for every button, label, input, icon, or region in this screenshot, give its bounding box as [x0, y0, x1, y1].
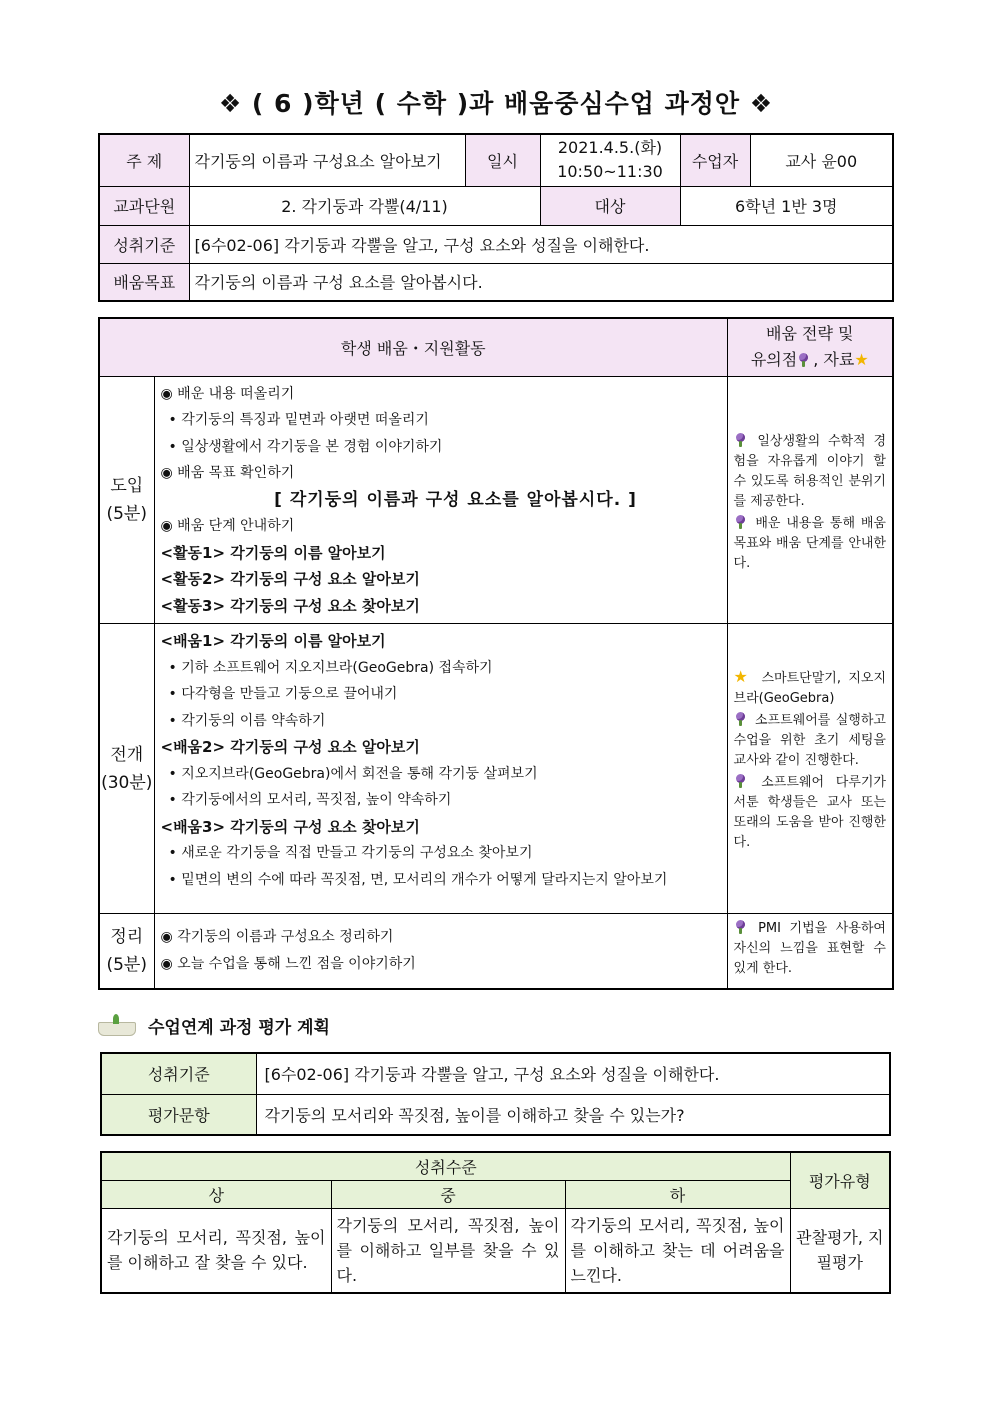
achievement-table: [100, 1151, 891, 1294]
eval-item-value: 각기둥의 모서리와 꼭짓점, 높이를 이해하고 찾을 수 있는가?: [256, 1094, 890, 1135]
star-icon: ★: [854, 350, 869, 370]
wrap-activities: [154, 914, 727, 989]
activity-line: ◉ 각기둥의 이름과 구성요소 정리하기: [160, 929, 394, 945]
level-mid-header: 중: [331, 1180, 565, 1208]
target-label: 대상: [540, 186, 680, 225]
activity-line: • 각기둥의 이름 약속하기: [168, 712, 326, 729]
activity-line: • 각기둥의 특징과 밑면과 아랫면 떠올리기: [168, 412, 429, 428]
target-value: 6학년 1반 3명: [680, 186, 893, 225]
activity-line: <활동2> 각기둥의 구성 요소 알아보기: [160, 570, 420, 588]
lesson-info-table: [98, 133, 894, 302]
level-mid-text: 각기둥의 모서리, 꼭짓점, 높이를 이해하고 일부를 찾을 수 있다.: [331, 1208, 565, 1293]
activity-line: • 지오지브라(GeoGebra)에서 회전을 통해 각기둥 살펴보기: [168, 765, 538, 782]
activity-table: [98, 317, 894, 990]
activity-line: • 기하 소프트웨어 지오지브라(GeoGebra) 접속하기: [168, 659, 493, 676]
eval-item-label: 평가문항: [101, 1094, 256, 1135]
note-item: 일상생활의 수학적 경험을 자유롭게 이야기 할 수 있도록 허용적인 분위기를 제공한다.: [733, 433, 886, 509]
note-item: 소프트웨어 다루기가 서툰 학생들은 교사 또는 또래의 도움을 받아 진행한다.: [733, 775, 886, 850]
flower-icon: [734, 433, 747, 446]
book-icon: [98, 1014, 134, 1036]
activity-line: <배움2> 각기둥의 구성 요소 알아보기: [160, 738, 420, 756]
flower-icon: [734, 774, 747, 787]
activity-line: ◉ 배운 내용 떠올리기: [160, 385, 295, 402]
level-high-header: 상: [101, 1180, 331, 1208]
unit-label: 교과단원: [99, 186, 189, 225]
stage-wrap: 정리 (5분): [99, 914, 154, 989]
activity-line: <활동3> 각기둥의 구성 요소 찾아보기: [160, 596, 420, 615]
activity-line: <배움3> 각기둥의 구성 요소 찾아보기: [160, 817, 420, 836]
activity-line: [ 각기둥의 이름과 구성 요소를 알아봅시다. ]: [274, 489, 637, 510]
standard-label: 성취기준: [99, 225, 189, 263]
stage-intro: 도입 (5분): [99, 376, 154, 624]
activity-line: • 다각형을 만들고 기둥으로 끌어내기: [168, 686, 398, 702]
wrap-notes: [727, 914, 893, 989]
intro-notes: [727, 376, 893, 624]
date-label: 일시: [465, 134, 540, 186]
standard-value: [6수02-06] 각기둥과 각뿔을 알고, 구성 요소와 성질을 이해한다.: [189, 225, 893, 263]
activity-header: 학생 배움・지원활동: [99, 318, 727, 376]
intro-activities: [154, 376, 727, 624]
activity-line: • 각기둥에서의 모서리, 꼭짓점, 높이 약속하기: [168, 792, 452, 808]
achievement-header: 성취수준: [101, 1152, 790, 1180]
activity-line: • 일상생활에서 각기둥을 본 경험 이야기하기: [168, 438, 443, 455]
activity-line: <배움1> 각기둥의 이름 알아보기: [160, 632, 386, 650]
note-item: PMI 기법을 사용하여 자신의 느낌을 표현할 수 있게 한다.: [733, 921, 886, 976]
strategy-header: 배움 전략 및 유의점 , 자료★: [727, 318, 893, 376]
flower-icon: [734, 712, 747, 725]
teacher-value: 교사 윤00: [750, 134, 893, 186]
goal-value: 각기둥의 이름과 구성 요소를 알아봅시다.: [189, 263, 893, 301]
evaluation-table: [100, 1052, 891, 1136]
eval-standard-value: [6수02-06] 각기둥과 각뿔을 알고, 구성 요소와 성질을 이해한다.: [256, 1053, 890, 1094]
note-item: ★ 스마트단말기, 지오지브라(GeoGebra): [733, 667, 887, 706]
level-high-text: 각기둥의 모서리, 꼭짓점, 높이를 이해하고 잘 찾을 수 있다.: [101, 1208, 331, 1293]
eval-type-value: 관찰평가, 지필평가: [790, 1208, 890, 1293]
topic-label: 주 제: [99, 134, 189, 186]
activity-line: • 밑면의 변의 수에 따라 꼭짓점, 면, 모서리의 개수가 어떻게 달라지는지 알아보기: [168, 871, 668, 888]
note-item: 소프트웨어를 실행하고 수업을 위한 초기 세팅을 교사와 같이 진행한다.: [733, 713, 886, 768]
flower-icon: [734, 920, 747, 933]
unit-value: 2. 각기둥과 각뿔(4/11): [189, 186, 540, 225]
activity-line: • 새로운 각기둥을 직접 만들고 각기둥의 구성요소 찾아보기: [168, 845, 533, 861]
goal-label: 배움목표: [99, 263, 189, 301]
flower-icon: [797, 353, 810, 366]
star-icon: ★: [733, 667, 752, 686]
activity-line: <활동1> 각기둥의 이름 알아보기: [160, 543, 386, 562]
page-title: ❖ ( 6 )학년 ( 수학 )과 배움중심수업 과정안 ❖: [218, 89, 774, 118]
activity-line: ◉ 배움 목표 확인하기: [160, 465, 295, 481]
develop-notes: [727, 624, 893, 914]
stage-develop: 전개 (30분): [99, 624, 154, 914]
eval-type-header: 평가유형: [790, 1152, 890, 1208]
activity-line: ◉ 오늘 수업을 통해 느낀 점을 이야기하기: [160, 955, 416, 972]
note-item: 배운 내용을 통해 배움 목표와 배움 단계를 안내한다.: [733, 515, 886, 571]
flower-icon: [734, 515, 747, 528]
level-low-header: 하: [565, 1180, 790, 1208]
topic-value: 각기둥의 이름과 구성요소 알아보기: [189, 134, 465, 186]
eval-standard-label: 성취기준: [101, 1053, 256, 1094]
activity-line: ◉ 배움 단계 안내하기: [160, 518, 295, 534]
level-low-text: 각기둥의 모서리, 꼭짓점, 높이를 이해하고 찾는 데 어려움을 느낀다.: [565, 1208, 790, 1293]
develop-activities: [154, 624, 727, 914]
teacher-label: 수업자: [680, 134, 750, 186]
plan-heading: 수업연계 과정 평가 계획: [98, 1010, 330, 1040]
date-value: 2021.4.5.(화) 10:50~11:30: [540, 134, 680, 186]
